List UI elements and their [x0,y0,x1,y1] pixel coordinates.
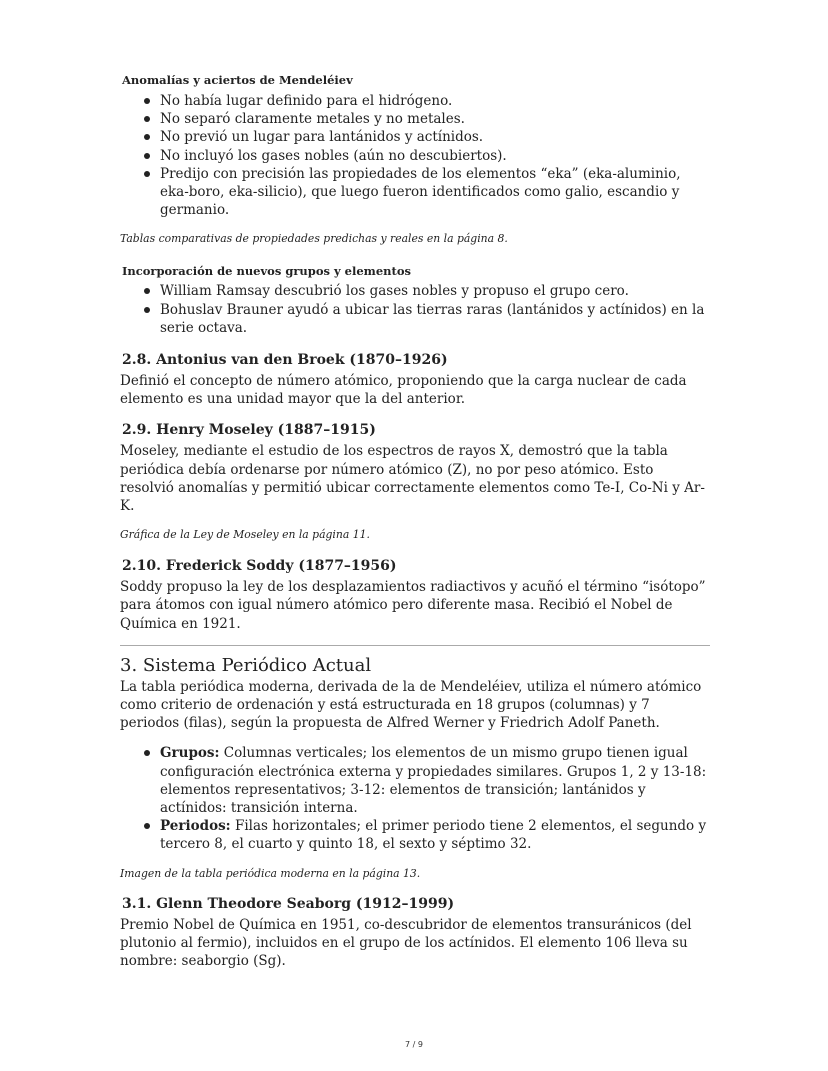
groups-label: Grupos: [160,745,220,762]
mendeleev-anomalies-list [120,92,710,219]
seaborg-text: Premio Nobel de Química en 1951, co-descubridor de elementos transuránicos (del plutonio al fermio), incluidos en el grupo de los actínidos. El elemento 106 lleva su nombre: seaborgio (Sg). [120,916,692,970]
moseley-heading: 2.9. Henry Moseley (1887–1915) [122,422,376,439]
groups-text: Columnas verticales; los elementos de un mismo grupo tienen igual configuración electrónica externa y propiedades similares. Grupos 1, 2 y 13-18: elementos representativos; 3-12: elementos de transición; lantánidos y actínidos: transición interna. [160,745,707,817]
new-groups-heading: Incorporación de nuevos grupos y elementos [122,264,411,279]
periods-text: Filas horizontales; el primer periodo tiene 2 elementos, el segundo y tercero 8, el cuarto y quinto 18, el sexto y séptimo 32. [160,818,707,853]
mendeleev-anomalies-heading: Anomalías y aciertos de Mendeléiev [122,73,353,87]
list-item: Predijo con precisión las propiedades de los elementos “eka” (eka-aluminio, eka-boro, eka-silicio), que luego fueron identificados como galio, escandio y germanio. [160,165,710,220]
page-content [120,72,710,970]
groups-periods-list [120,744,710,853]
mendeleev-tables-note: Tablas comparativas de propiedades predichas y reales en la página 8. [120,232,508,246]
soddy-text: Soddy propuso la ley de los desplazamientos radiactivos y acuñó el término “isótopo” para átomos con igual número atómico pero diferente masa. Recibió el Nobel de Química en 1921. [120,579,706,632]
section-divider [120,645,710,646]
modern-table-note: Imagen de la tabla periódica moderna en la página 13. [120,866,421,880]
list-item: William Ramsay descubrió los gases nobles y propuso el grupo cero. [160,282,710,300]
moseley-text: Moseley, mediante el estudio de los espectros de rayos X, demostró que la tabla periódica debía ordenarse por número atómico (Z), no por peso atómico. Esto resolvió anomalías y permitió ubicar correctamente elementos como Te-I, Co-Ni y Ar-K. [120,443,705,515]
list-item: No había lugar definido para el hidrógeno. [160,92,710,110]
moseley-graph-note: Gráfica de la Ley de Moseley en la página 11. [120,528,370,542]
list-item-periods [160,817,710,853]
broek-heading: 2.8. Antonius van den Broek (1870–1926) [122,352,448,369]
list-item: No previó un lugar para lantánidos y actínidos. [160,128,710,146]
soddy-heading: 2.10. Frederick Soddy (1877–1956) [122,558,397,575]
list-item: No separó claramente metales y no metales. [160,110,710,128]
page-number: 7 / 9 [405,1040,423,1049]
list-item: No incluyó los gases nobles (aún no descubiertos). [160,147,710,165]
section3-text: La tabla periódica moderna, derivada de la de Mendeléiev, utiliza el número atómico como criterio de ordenación y está estructurada en 18 grupos (columnas) y 7 periodos (filas), según la propuesta de Alfred Werner y Friedrich Adolf Paneth. [120,678,702,732]
periods-label: Periodos: [160,818,231,835]
list-item-groups [160,744,710,817]
section3-heading: 3. Sistema Periódico Actual [120,654,372,676]
list-item: Bohuslav Brauner ayudó a ubicar las tierras raras (lantánidos y actínidos) en la serie octava. [160,301,710,337]
broek-text: Definió el concepto de número atómico, proponiendo que la carga nuclear de cada elemento es una unidad mayor que la del anterior. [120,373,687,408]
seaborg-heading: 3.1. Glenn Theodore Seaborg (1912–1999) [122,895,455,912]
new-groups-list [120,282,710,337]
